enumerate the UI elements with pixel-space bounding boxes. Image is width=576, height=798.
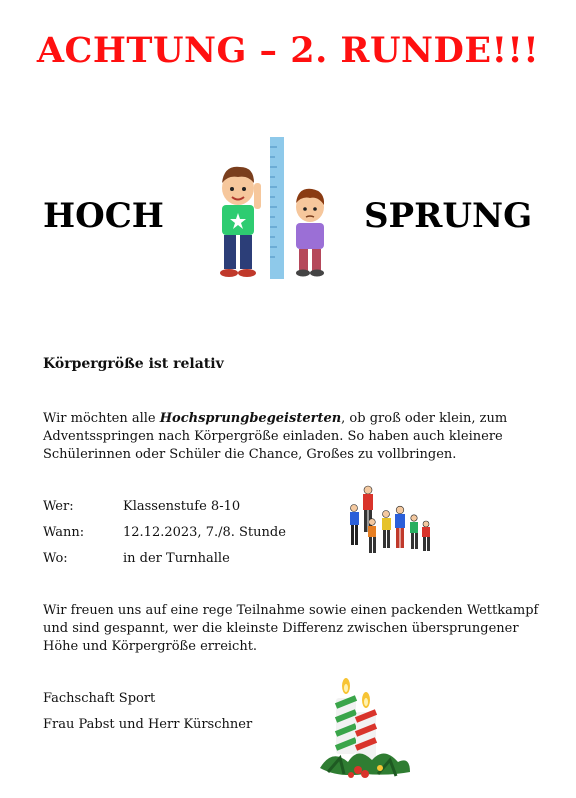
intro-text-before: Wir möchten alle: [43, 411, 160, 426]
intro-paragraph: [43, 410, 543, 464]
detail-label: Wer:: [43, 499, 74, 514]
title-left: HOCH: [43, 196, 164, 236]
signature-line-1: Fachschaft Sport: [43, 691, 156, 706]
closing-paragraph: Wir freuen uns auf eine rege Teilnahme sowie einen packenden Wettkampf und sind gespannt, wer die kleinste Differenz zwischen übersprungener Höhe und Körpergröße erreicht.: [43, 603, 539, 654]
detail-value: Klassenstufe 8-10: [123, 499, 241, 514]
detail-label: Wann:: [43, 525, 85, 540]
intro-emphasis: Hochsprungbegeisterten: [159, 411, 342, 426]
subheading: Körpergröße ist relativ: [43, 356, 224, 372]
detail-value: 12.12.2023, 7./8. Stunde: [123, 525, 286, 540]
intro-text-after: , ob groß oder klein, zum Adventsspringen nach Körpergröße einladen. So haben auch kleinere Schülerinnen oder Schüler die Chance, Großes zu vollbringen.: [43, 411, 508, 462]
detail-label: Wo:: [43, 551, 68, 566]
detail-row-where: [43, 551, 230, 566]
signature-line-2: Frau Pabst und Herr Kürschner: [43, 717, 253, 732]
detail-value: in der Turnhalle: [123, 551, 230, 566]
headline: ACHTUNG – 2. RUNDE!!!: [36, 30, 540, 71]
runners-group-illustration: [342, 484, 434, 562]
kids-height-measure-illustration: [214, 133, 334, 283]
detail-row-when: [43, 525, 286, 540]
title-right: SPRUNG: [364, 196, 533, 236]
christmas-candles-illustration: [318, 676, 412, 784]
detail-row-who: [43, 499, 240, 514]
